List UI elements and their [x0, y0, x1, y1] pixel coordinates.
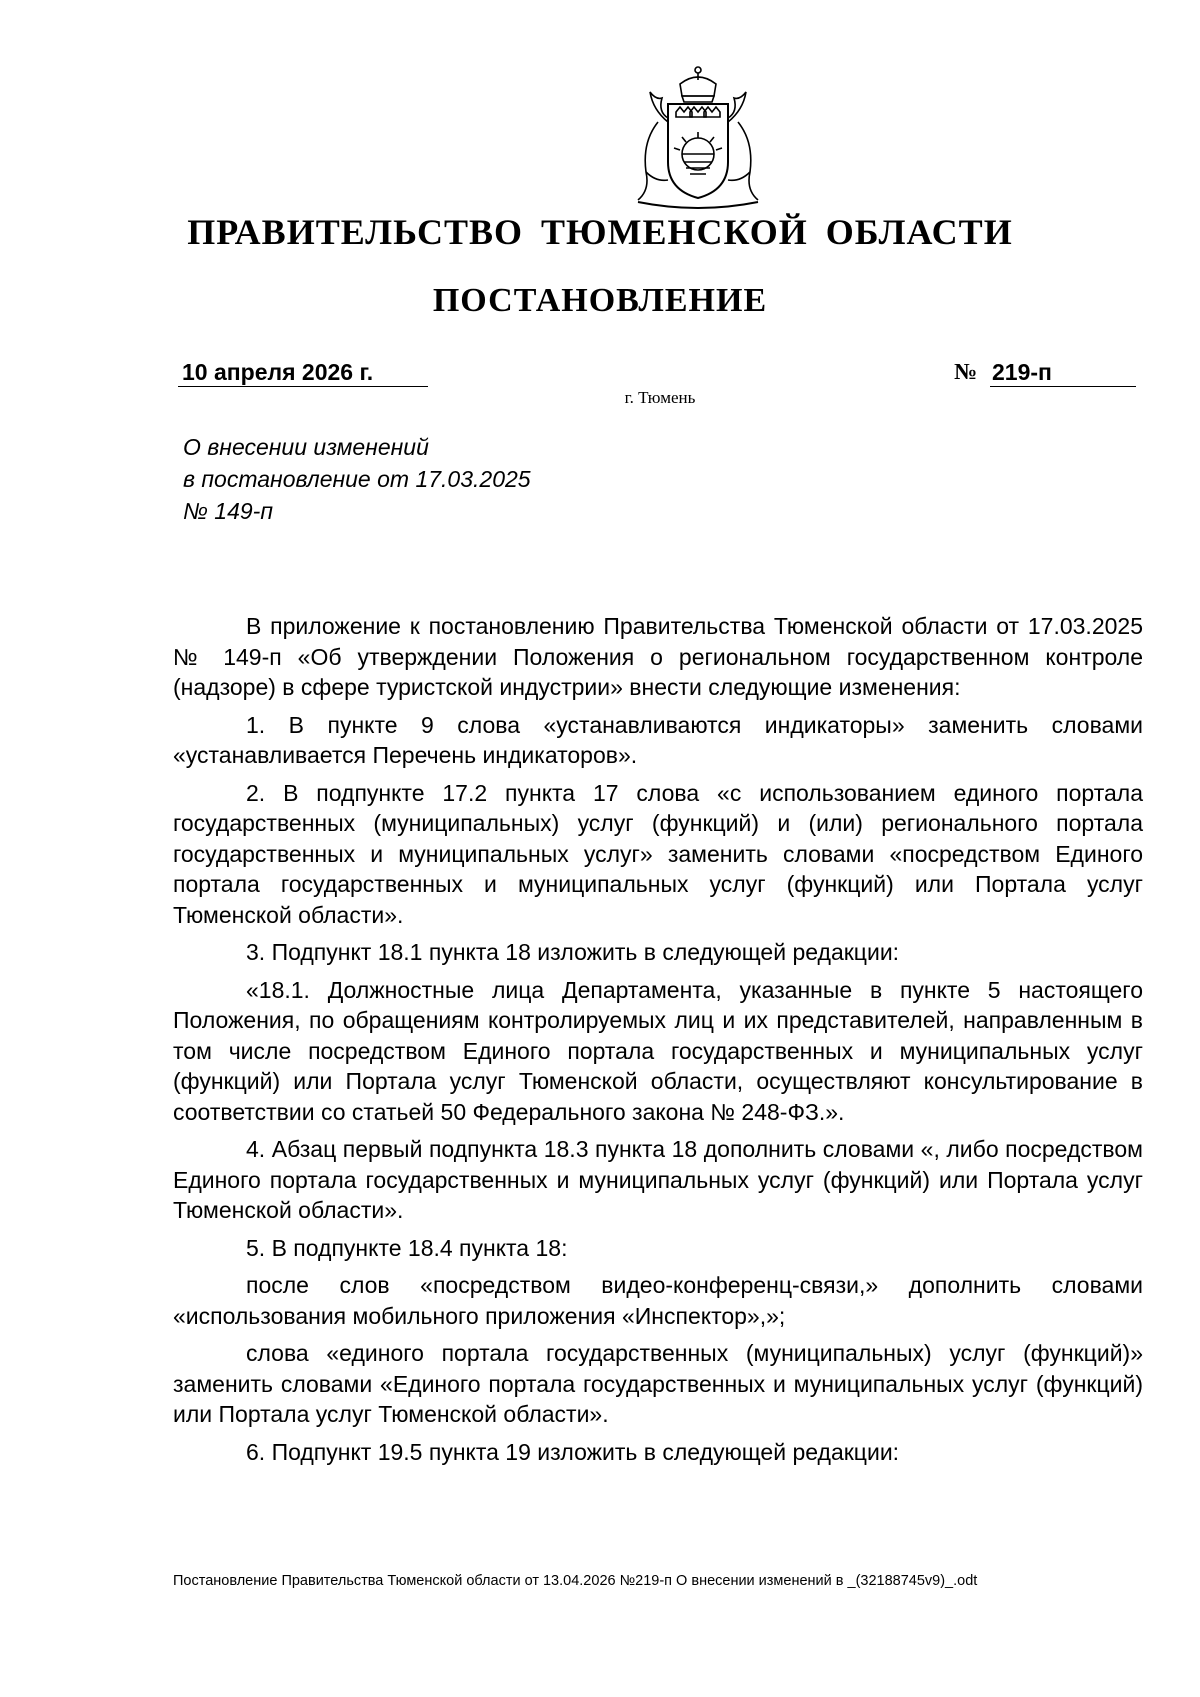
document-body — [173, 611, 1143, 1474]
subject-line: в постановление от 17.03.2025 — [183, 466, 531, 492]
page-footer: Постановление Правительства Тюменской области от 13.04.2026 №219-п О внесении изменений в _(32188745v9)_.odt — [173, 1573, 978, 1589]
document-type: ПОСТАНОВЛЕНИЕ — [432, 282, 768, 319]
body-paragraph: 2. В подпункте 17.2 пункта 17 слова «с использованием единого портала государственных (муниципальных) услуг (функций) и (или) регионального портала государственных и муниципальных услуг» заменить словами «посредством Единого портала государственных и муниципальных услуг (функций) или Портала услуг Тюменской области». — [173, 779, 1143, 928]
city: г. Тюмень — [624, 388, 696, 407]
government-title: ПРАВИТЕЛЬСТВО ТЮМЕНСКОЙ ОБЛАСТИ — [187, 212, 1013, 252]
body-paragraph: 3. Подпункт 18.1 пункта 18 изложить в следующей редакции: — [246, 939, 900, 965]
document-date: 10 апреля 2026 г. — [178, 357, 428, 387]
document-subject — [183, 431, 531, 527]
coat-of-arms-icon — [598, 62, 798, 212]
body-paragraph: 6. Подпункт 19.5 пункта 19 изложить в следующей редакции: — [246, 1438, 900, 1465]
body-paragraph: после слов «посредством видео-конференц-связи,» дополнить словами «использования мобильного приложения «Инспектор»,»; — [173, 1272, 1143, 1329]
body-paragraph: 5. В подпункте 18.4 пункта 18: — [246, 1234, 568, 1261]
body-paragraph: «18.1. Должностные лица Департамента, указанные в пункте 5 настоящего Положения, по обращениям контролируемых лиц и их представителей, направленным в том числе посредством Единого портала государственных и муниципальных услуг (функций) или Портала услуг Тюменской области, осуществляют консультирование в соответствии со статьей 50 Федерального закона № 248-ФЗ.». — [173, 976, 1143, 1125]
body-paragraph: слова «единого портала государственных (муниципальных) услуг (функций)» заменить словами «Единого портала государственных и муниципальных услуг (функций) или Портала услуг Тюменской области». — [173, 1340, 1143, 1427]
subject-line: № 149-п — [183, 498, 273, 524]
body-paragraph: В приложение к постановлению Правительства Тюменской области от 17.03.2025 № 149-п «Об утверждении Положения о региональном государственном контроле (надзоре) в сфере туристской индустрии» внести следующие изменения: — [173, 613, 1143, 700]
number-label: № — [954, 359, 978, 384]
subject-line: О внесении изменений — [183, 434, 429, 460]
document-number: 219-п — [990, 357, 1136, 387]
body-paragraph: 4. Абзац первый подпункта 18.3 пункта 18 дополнить словами «, либо посредством Единого портала государственных и муниципальных услуг (функций) или Портала услуг Тюменской области». — [173, 1136, 1143, 1223]
body-paragraph: 1. В пункте 9 слова «устанавливаются индикаторы» заменить словами «устанавливается Перечень индикаторов». — [173, 711, 1143, 768]
